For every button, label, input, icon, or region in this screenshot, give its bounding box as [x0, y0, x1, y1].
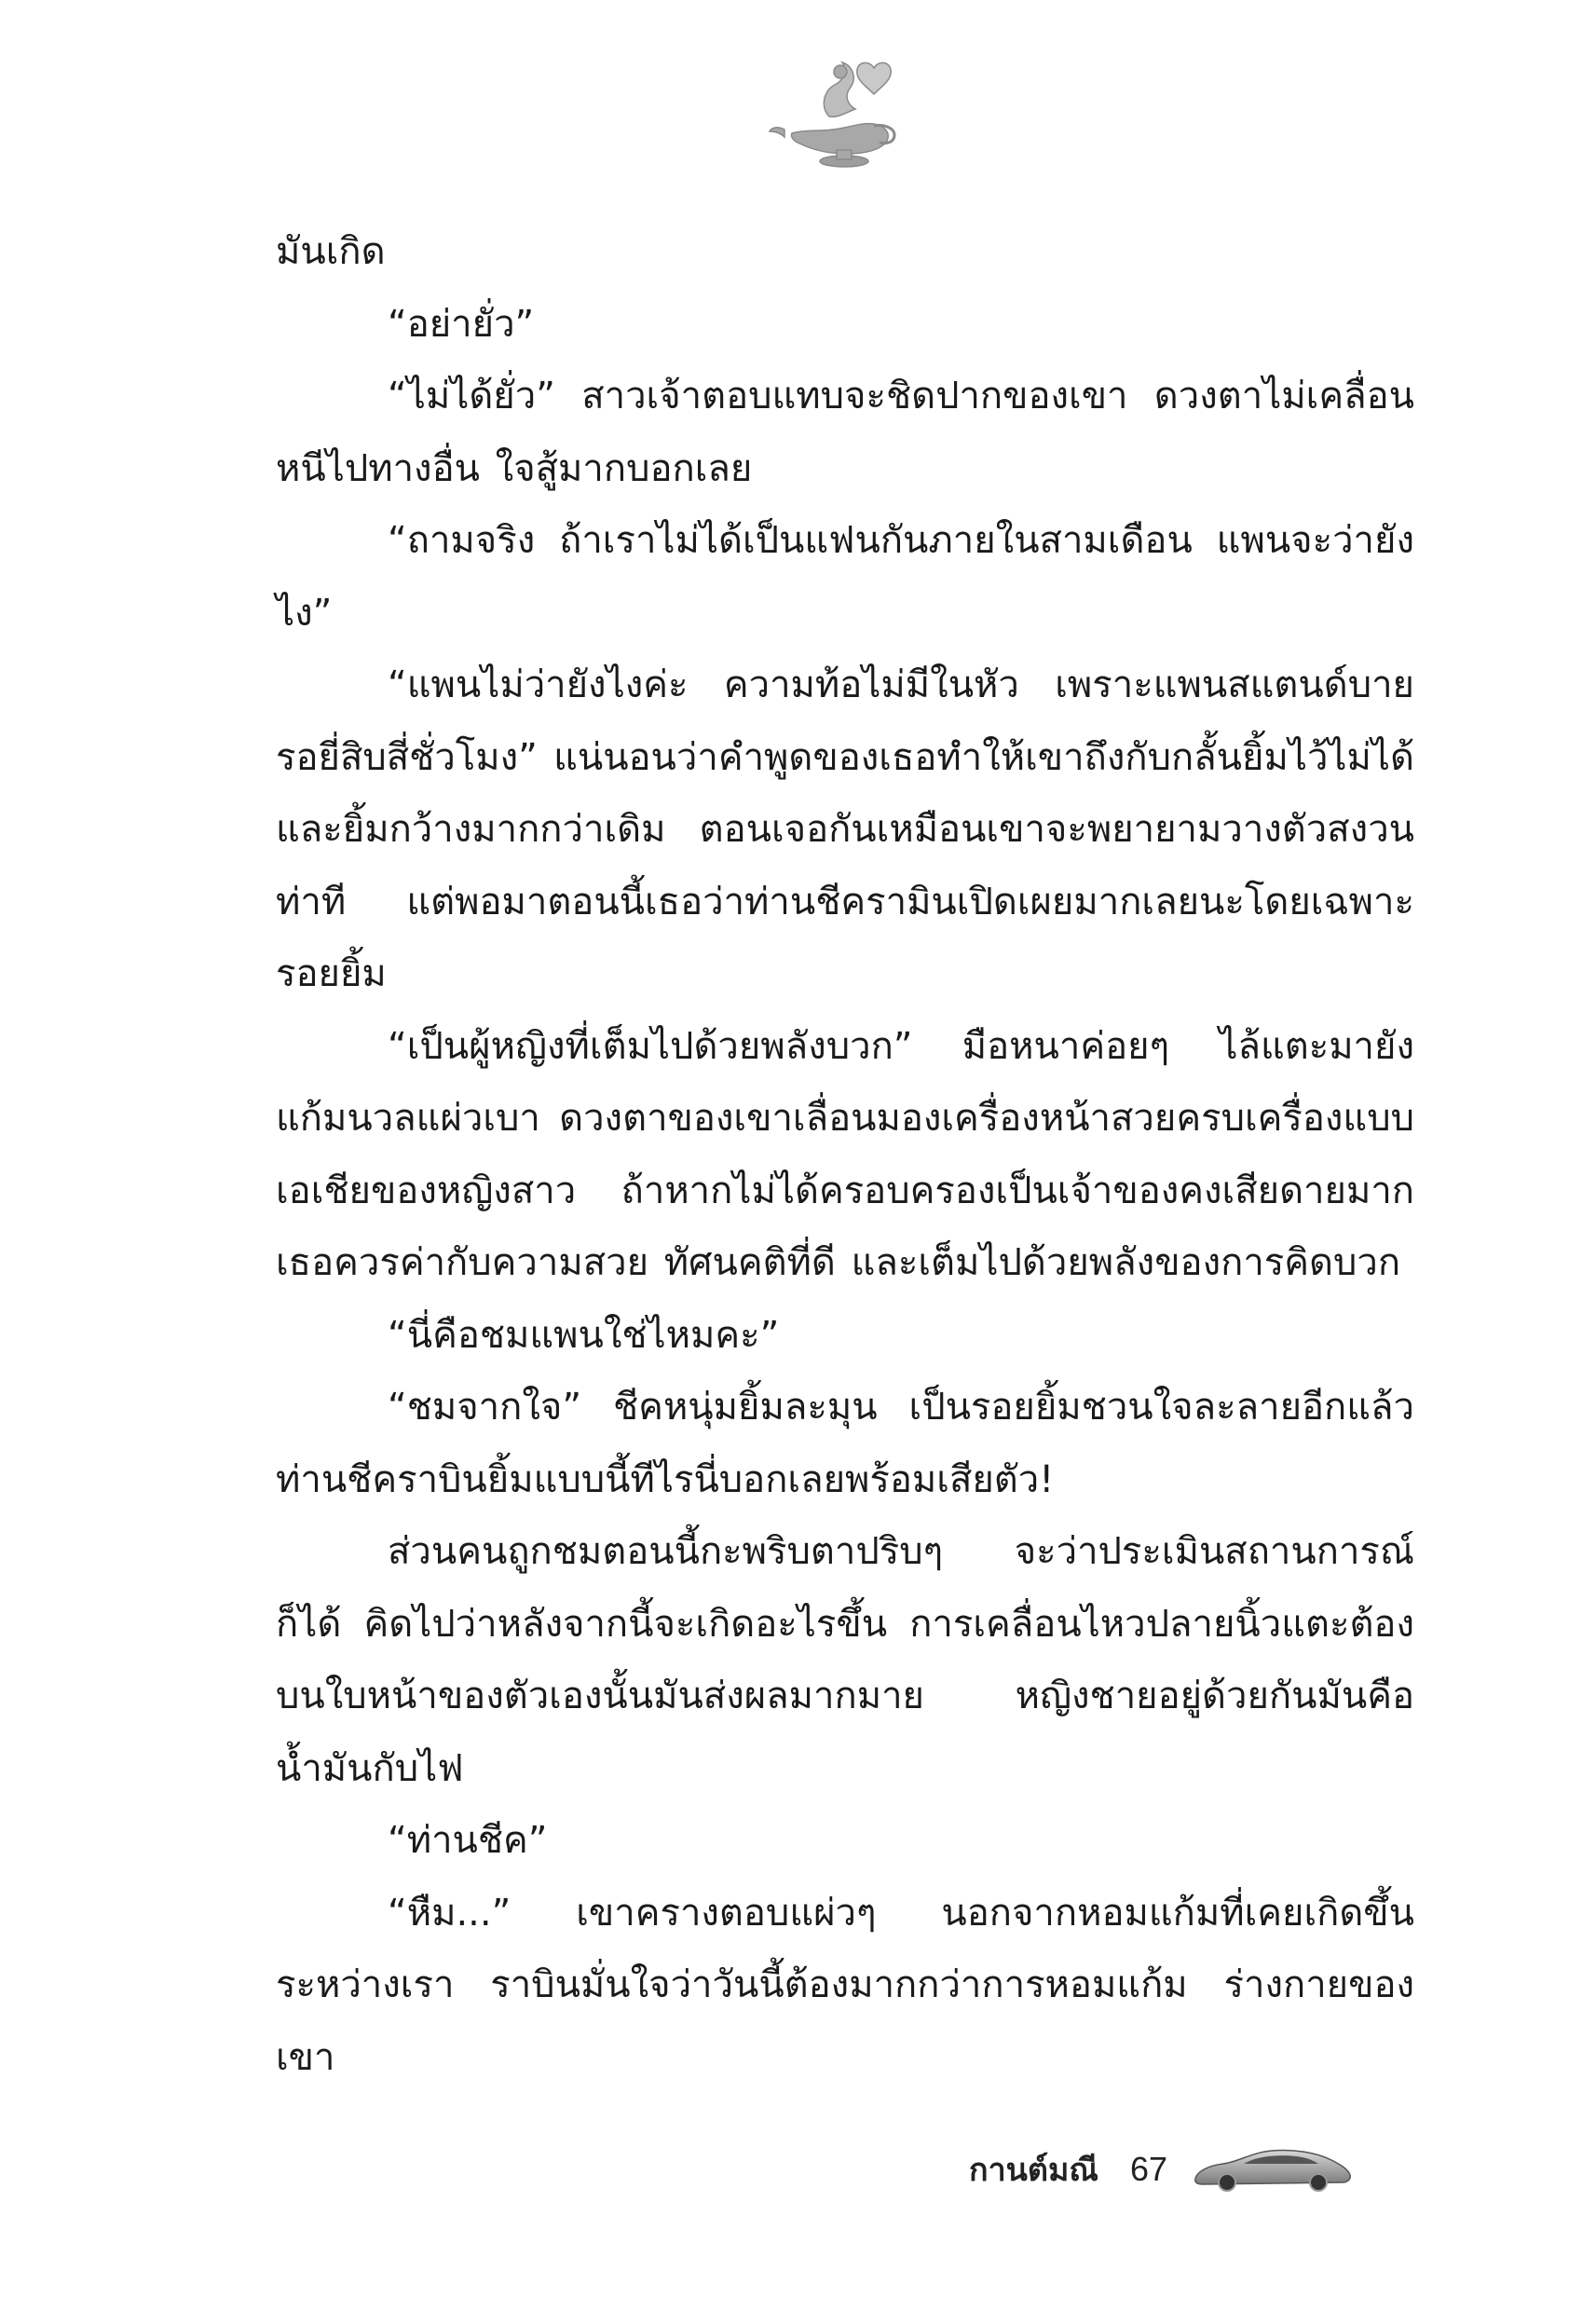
paragraph: “ชมจากใจ” ชีคหนุ่มยิ้มละมุน เป็นรอยยิ้มชวนใจละลายอีกแล้วท่านชีคราบินยิ้มแบบนี้ทีไรนี่บอกเลยพร้อมเสียตัว! [276, 1386, 1414, 1501]
paragraph: มันเกิด [276, 230, 386, 273]
paragraph: “อย่ายั่ว” [388, 302, 535, 346]
paragraph: ส่วนคนถูกชมตอนนี้กะพริบตาปริบๆ จะว่าประเมินสถานการณ์ก็ได้ คิดไปว่าหลังจากนี้จะเกิดอะไรขึ้น การเคลื่อนไหวปลายนิ้วแตะต้องบนใบหน้าของตัวเองนั้นมันส่งผลมากมาย หญิงชายอยู่ด้วยกันมันคือน้ำมันกับไฟ [276, 1530, 1414, 1790]
genie-lamp-icon [764, 51, 913, 172]
sports-car-icon [1188, 2141, 1356, 2197]
paragraph: “หืม...” เขาครางตอบแผ่วๆ นอกจากหอมแก้มที่เคยเกิดขึ้นระหว่างเรา ราบินมั่นใจว่าวันนี้ต้องมากกว่าการหอมแก้ม ร่างกายของเขา [276, 1891, 1414, 2079]
page-body [276, 216, 1414, 2094]
paragraph: “แพนไม่ว่ายังไงค่ะ ความท้อไม่มีในหัว เพราะแพนสแตนด์บายรอยี่สิบสี่ชั่วโมง” แน่นอนว่าคำพูดของเธอทำให้เขาถึงกับกลั้นยิ้มไว้ไม่ได้ และยิ้มกว้างมากกว่าเดิม ตอนเจอกันเหมือนเขาจะพยายามวางตัวสงวนท่าที แต่พอมาตอนนี้เธอว่าท่านชีครามินเปิดเผยมากเลยนะโดยเฉพาะรอยยิ้ม [276, 663, 1414, 995]
paragraph: “ไม่ได้ยั่ว” สาวเจ้าตอบแทบจะชิดปากของเขา ดวงตาไม่เคลื่อนหนีไปทางอื่น ใจสู้มากบอกเลย [276, 375, 1414, 490]
author-name: กานต์มณี [969, 2152, 1098, 2189]
page-number: 67 [1129, 2150, 1168, 2188]
paragraph: “ถามจริง ถ้าเราไม่ได้เป็นแฟนกันภายในสามเดือน แพนจะว่ายังไง” [276, 519, 1414, 635]
paragraph: “ท่านชีค” [388, 1819, 548, 1862]
page-footer [969, 2141, 1356, 2197]
paragraph: “เป็นผู้หญิงที่เต็มไปด้วยพลังบวก” มือหนาค่อยๆ ไล้แตะมายังแก้มนวลแผ่วเบา ดวงตาของเขาเลื่อนมองเครื่องหน้าสวยครบเครื่องแบบเอเชียของหญิงสาว ถ้าหากไม่ได้ครอบครองเป็นเจ้าของคงเสียดายมาก เธอควรค่ากับความสวย ทัศนคติที่ดี และเต็มไปด้วยพลังของการคิดบวก [276, 1024, 1414, 1284]
paragraph: “นี่คือชมแพนใช่ไหมคะ” [388, 1313, 780, 1357]
